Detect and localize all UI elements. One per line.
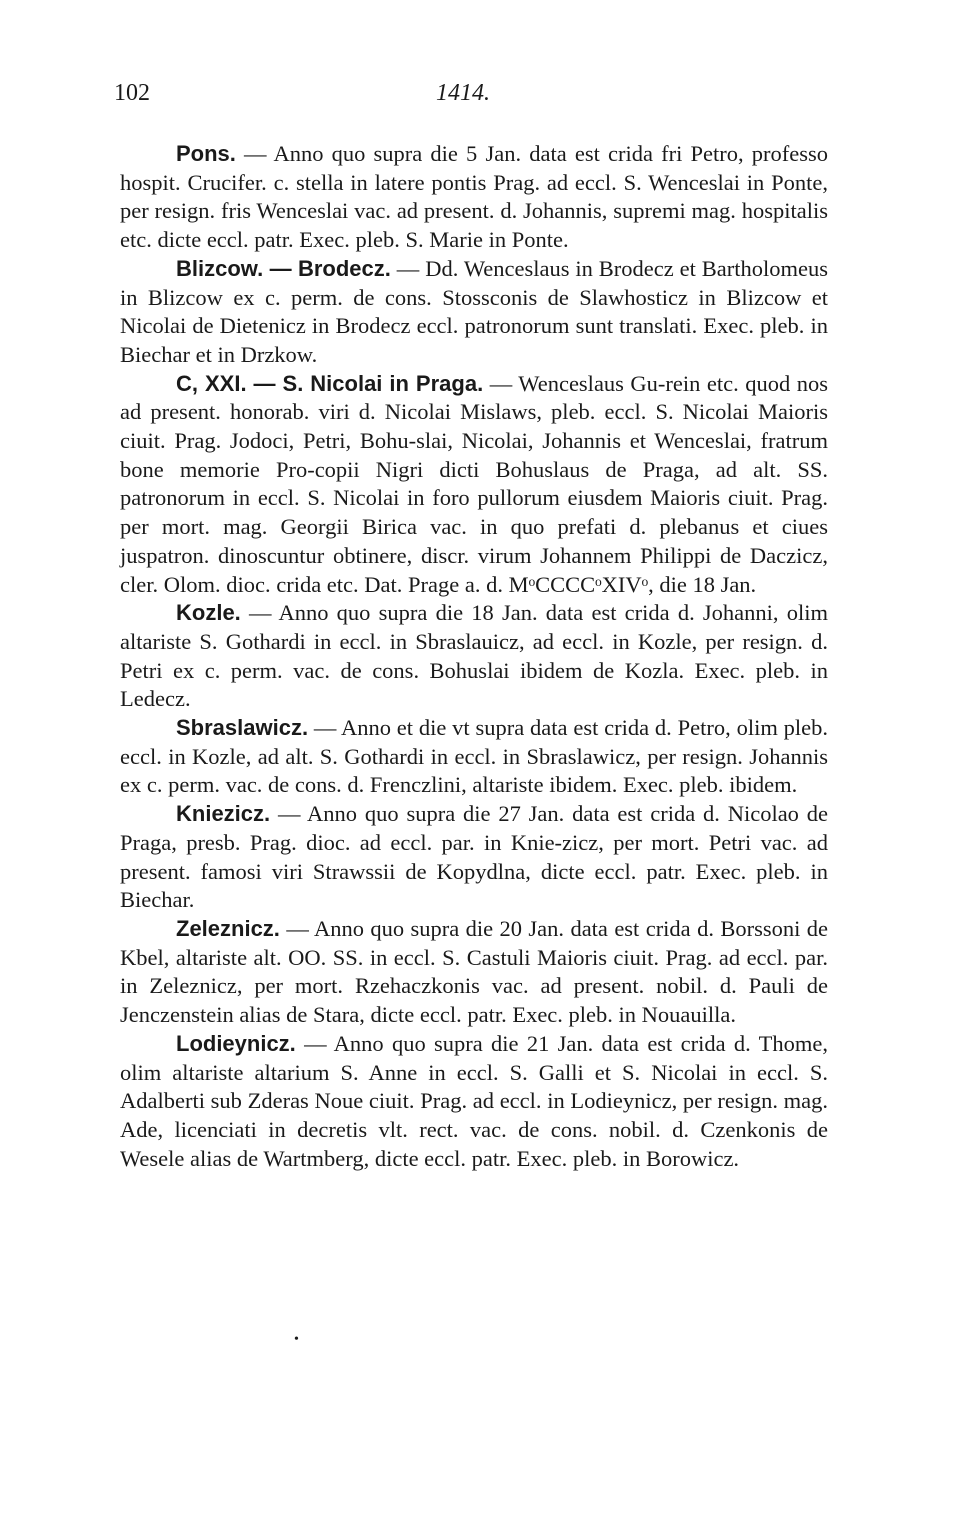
page-header bbox=[114, 80, 834, 120]
entry-text: — Anno et die vt supra data est crida d. Petro, olim pleb. eccl. in Kozle, ad alt. S. Gothardi in eccl. in Sbraslawicz, per resign. Johannis ex c. perm. vac. de cons. d. Frenczlini, altariste ibidem. Exec. pleb. ibidem. bbox=[120, 715, 828, 798]
entry-heading: Kniezicz. bbox=[176, 801, 271, 827]
entry-pons bbox=[120, 140, 828, 255]
page-number: 102 bbox=[114, 80, 150, 106]
entry-kniezicz bbox=[120, 800, 828, 915]
entry-text: — Anno quo supra die 5 Jan. data est crida fri Petro, professo hospit. Crucifer. c. stella in latere pontis Prag. ad eccl. S. Wenceslai in Ponte, per resign. fris Wenceslai vac. ad present. d. Johannis, supremi mag. hospitalis etc. dicte eccl. patr. Exec. pleb. S. Marie in Ponte. bbox=[120, 141, 828, 253]
running-head-year: 1414. bbox=[436, 80, 490, 106]
entry-text: — Dd. Wenceslaus in Brodecz et Bartholomeus in Blizcow ex c. perm. de cons. Stossconis de Slawhosticz in Blizcow et Nicolai de Dietenicz in Brodecz eccl. patronorum sunt translati. Exec. pleb. in Biechar et in Drzkow. bbox=[120, 255, 829, 367]
entry-text: — Wenceslaus Gu-rein etc. quod nos ad present. honorab. viri d. Nicolai Mislaws, pleb. eccl. S. Nicolai Maioris ciuit. Prag. Jodoci, Petri, Bohu-slai, Nicolai, Johannis et Wenceslai, fratrum bone memorie Pro-copii Nigri dicti Bohuslaus de Praga, ad alt. SS. patronorum in eccl. S. Nicolai in foro pullorum eiusdem Maioris ciuit. Prag. per mort. mag. Georgii Birica vac. in quo prefati d. plebanus et ciues juspatron. dinoscuntur obtinere, discr. virum Johannem Philippi de Daczicz, cler. Olom. dioc. crida etc. Dat. Prage a. d. MᵒCCCCᵒXIVᵒ, die 18 Jan. bbox=[120, 370, 828, 597]
entry-heading: Kozle. bbox=[176, 600, 241, 626]
entry-text: — Anno quo supra die 27 Jan. data est crida d. Nicolao de Praga, presb. Prag. dioc. ad eccl. par. in Knie-zicz, per mort. Petri vac. ad present. famosi viri Strawssii de Kopydlna, dicte eccl. patr. Exec. pleb. in Biechar. bbox=[120, 801, 828, 913]
entry-heading: Sbraslawicz. bbox=[176, 715, 309, 741]
entry-nicolai-in-praga bbox=[120, 370, 828, 600]
body-text bbox=[120, 140, 828, 1173]
entry-heading: Pons. bbox=[176, 141, 236, 166]
entry-blizcow-brodecz bbox=[120, 255, 828, 370]
stray-print-mark: • bbox=[294, 1332, 299, 1347]
entry-kozle bbox=[120, 599, 828, 714]
entry-heading: C, XXI. — S. Nicolai in Praga. bbox=[176, 370, 484, 396]
entry-text: — Anno quo supra die 21 Jan. data est crida d. Thome, olim altariste altarium S. Anne in eccl. S. Galli et S. Nicolai in eccl. S. Adalberti sub Zderas Noue ciuit. Prag. ad eccl. in Lodieynicz, per resign. mag. Ade, licenciati in decretis vlt. rect. vac. de cons. nobil. d. Czenkonis de Wesele alias de Wartmberg, dicte eccl. patr. Exec. pleb. in Borowicz. bbox=[120, 1030, 828, 1171]
entry-text: — Anno quo supra die 18 Jan. data est crida d. Johanni, olim altariste S. Gothardi in eccl. in Sbraslauicz, ad eccl. in Kozle, per resign. d. Petri ex c. perm. vac. de cons. Bohuslai ibidem de Kozla. Exec. pleb. in Ledecz. bbox=[120, 600, 828, 712]
entry-heading: Zeleznicz. bbox=[176, 915, 280, 941]
entry-text: — Anno quo supra die 20 Jan. data est crida d. Borssoni de Kbel, altariste alt. OO. SS. in eccl. S. Castuli Maioris ciuit. Prag. ad eccl. par. in Zeleznicz, per mort. Rzehaczkonis vac. ad present. nobil. d. Pauli de Jenczenstein alias de Stara, dicte eccl. patr. Exec. pleb. in Nouauilla. bbox=[120, 915, 828, 1028]
entry-heading: Lodieynicz. bbox=[176, 1030, 296, 1056]
entry-lodieynicz bbox=[120, 1030, 828, 1174]
entry-sbraslawicz bbox=[120, 714, 828, 800]
entry-heading: Blizcow. — Brodecz. bbox=[176, 255, 391, 281]
entry-zeleznicz bbox=[120, 915, 828, 1030]
